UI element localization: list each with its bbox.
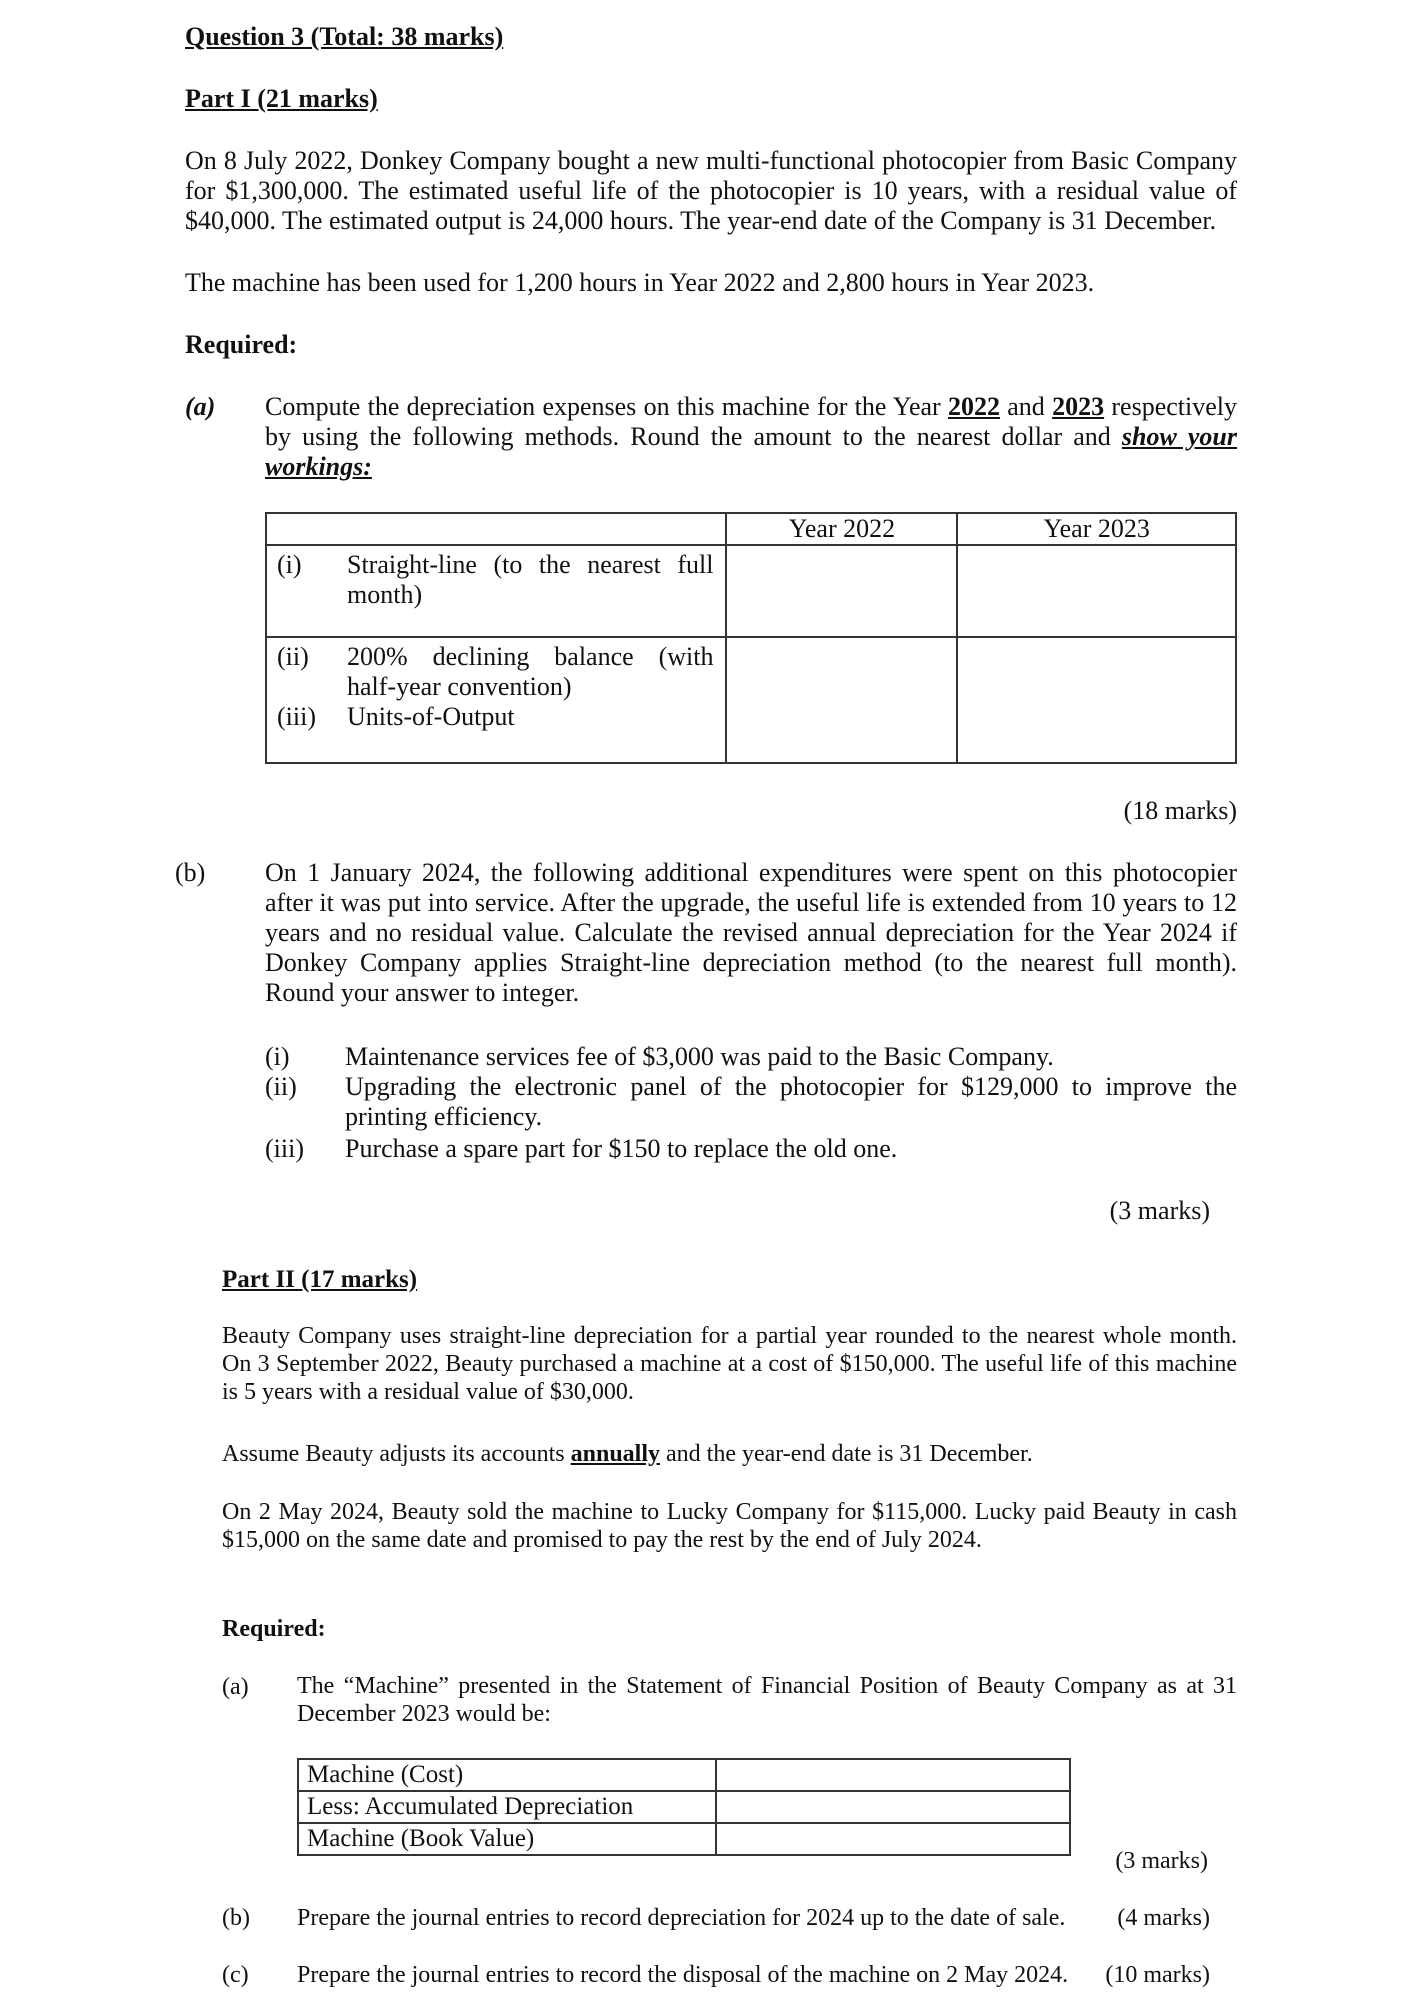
row-text: Straight-line (to the nearest full month) [347,550,714,609]
part2-b-text: Prepare the journal entries to record depreciation for 2024 up to the date of sale. [297,1905,1066,1931]
answer-cell[interactable] [726,637,957,763]
method-row-declining-units [266,637,726,763]
part1-intro: On 8 July 2022, Donkey Company bought a new multi-functional photocopier from Basic Company for $1,300,000. The estimated useful life of the photocopier is 10 years, with a residual value of $40,000. The estimated output is 24,000 hours. The year-end date of the Company is 31 December. [185,146,1237,235]
row-text: 200% declining balance (with half-year convention) [347,642,714,701]
annual-text-start: Assume Beauty adjusts its accounts [222,1441,571,1467]
part1-required: Required: [185,330,298,359]
question-title: Question 3 (Total: 38 marks) [185,22,504,51]
part2-c-label: (c) [222,1962,249,1988]
a-text-end: respectively by using the following methods. Round the amount to the nearest dollar and [265,392,1238,451]
part2-c-marks: (10 marks) [1105,1962,1210,1988]
part1-b-text: On 1 January 2024, the following additional expenditures were spent on this photocopier after it was put into service. After the upgrade, the useful life is extended from 10 years to 12 years and no residual value. Calculate the revised annual depreciation for the Year 2024 if Donkey Company applies Straight-line depreciation method (to the nearest full month). Round your answer to integer. [265,858,1237,1007]
part1-b-marks: (3 marks) [1109,1196,1210,1225]
part2-annual [222,1440,1237,1468]
part1-a-label: (a) [185,392,216,421]
balance-answer-cell[interactable] [716,1759,1070,1791]
depreciation-table [265,512,1237,764]
part2-sale: On 2 May 2024, Beauty sold the machine to Lucky Company for $115,000. Lucky paid Beauty in cash $15,000 on the same date and promised to pay the rest by the end of July 2024. [222,1499,1237,1553]
row-text: Units-of-Output [347,702,515,731]
method-row-straight-line [266,545,726,637]
part1-b-item-text: Upgrading the electronic panel of the photocopier for $129,000 to improve the printing efficiency. [345,1072,1237,1131]
part1-usage: The machine has been used for 1,200 hours in Year 2022 and 2,800 hours in Year 2023. [185,268,1095,297]
a-and: and [999,392,1053,421]
col-year-2022: Year 2022 [726,513,957,545]
part2-b-marks: (4 marks) [1117,1905,1210,1931]
part2-b-label: (b) [222,1905,250,1931]
part2-a-label: (a) [222,1674,249,1700]
balance-row-label: Machine (Book Value) [298,1823,716,1855]
part2-required: Required: [222,1616,326,1642]
balance-row-label: Machine (Cost) [298,1759,716,1791]
part2-heading: Part II (17 marks) [222,1266,418,1293]
row-num: (ii) [277,642,309,671]
answer-cell[interactable] [957,637,1236,763]
part1-b-item-num: (iii) [265,1134,304,1163]
part1-b-item-num: (ii) [265,1072,297,1101]
col-year-2023: Year 2023 [957,513,1236,545]
annual-text-end: and the year-end date is 31 December. [660,1441,1033,1467]
part2-intro: Beauty Company uses straight-line depreciation for a partial year rounded to the nearest whole month. On 3 September 2022, Beauty purchased a machine at a cost of $150,000. The useful life of this machine is 5 years with a residual value of $30,000. [222,1323,1237,1405]
balance-row-label: Less: Accumulated Depreciation [298,1791,716,1823]
answer-cell[interactable] [957,545,1236,637]
row-num: (iii) [277,702,316,731]
part1-b-item-text: Maintenance services fee of $3,000 was paid to the Basic Company. [345,1042,1054,1071]
balance-answer-cell[interactable] [716,1791,1070,1823]
annual-word: annually [570,1441,661,1467]
a-year-2022: 2022 [947,392,1000,421]
part1-b-item-num: (i) [265,1042,290,1071]
part2-a-marks: (3 marks) [1115,1848,1208,1874]
part2-c-text: Prepare the journal entries to record the disposal of the machine on 2 May 2024. [297,1962,1069,1988]
part1-heading: Part I (21 marks) [185,84,378,113]
answer-cell[interactable] [726,545,957,637]
a-year-2023: 2023 [1052,392,1105,421]
a-text-start: Compute the depreciation expenses on this machine for the Year [265,392,948,421]
balance-table [297,1758,1071,1856]
table-corner [266,513,726,545]
row-num: (i) [277,550,302,579]
part1-a-text [265,392,1237,482]
part1-b-label: (b) [175,858,206,887]
part1-a-marks: (18 marks) [1123,796,1237,825]
a-show-workings: show your workings: [265,422,1238,481]
part2-a-text: The “Machine” presented in the Statement of Financial Position of Beauty Company as at 31 December 2023 would be: [297,1673,1237,1727]
part1-b-item-text: Purchase a spare part for $150 to replace the old one. [345,1134,898,1163]
